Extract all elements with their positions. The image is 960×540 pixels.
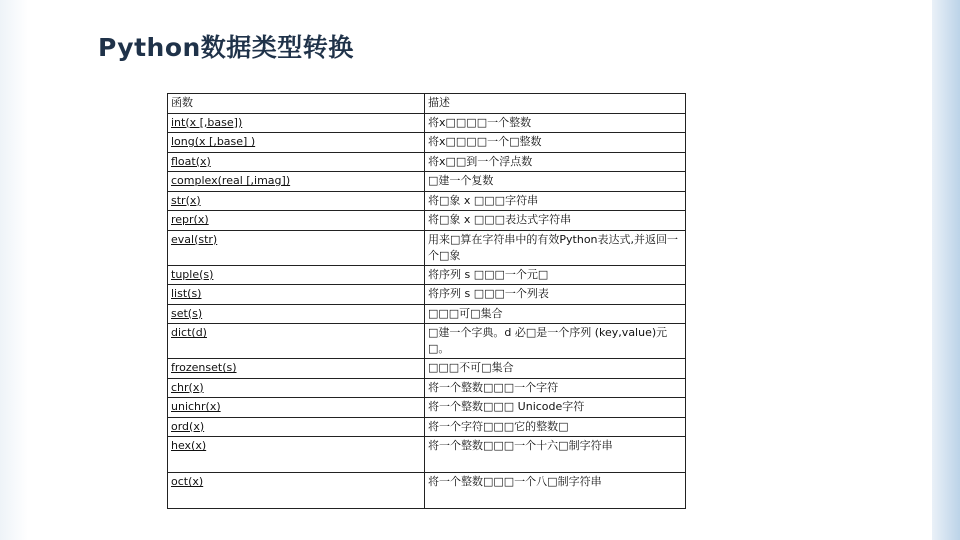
function-link[interactable]: frozenset(s) xyxy=(168,359,425,379)
table-row xyxy=(168,378,686,398)
table-row xyxy=(168,417,686,437)
conversion-table xyxy=(167,93,686,509)
function-link[interactable]: unichr(x) xyxy=(168,398,425,418)
function-link[interactable]: str(x) xyxy=(168,191,425,211)
function-description: □□□不可□集合 xyxy=(425,359,686,379)
header-description: 描述 xyxy=(425,94,686,114)
slide-title: Python数据类型转换 xyxy=(98,33,354,62)
table-row xyxy=(168,265,686,285)
function-link[interactable]: tuple(s) xyxy=(168,265,425,285)
table-row xyxy=(168,133,686,153)
table-row xyxy=(168,191,686,211)
function-description: 用来□算在字符串中的有效Python表达式,并返回一个□象 xyxy=(425,230,686,265)
function-description: 将序列 s □□□一个列表 xyxy=(425,285,686,305)
function-description: 将x□□到一个浮点数 xyxy=(425,152,686,172)
table-row xyxy=(168,359,686,379)
function-link[interactable]: long(x [,base] ) xyxy=(168,133,425,153)
function-description: 将一个整数□□□一个十六□制字符串 xyxy=(425,437,686,473)
function-description: 将x□□□□一个整数 xyxy=(425,113,686,133)
table-row xyxy=(168,211,686,231)
right-decor-band xyxy=(932,0,960,540)
table-row xyxy=(168,172,686,192)
table-row xyxy=(168,285,686,305)
table-row xyxy=(168,152,686,172)
function-link[interactable]: hex(x) xyxy=(168,437,425,473)
function-link[interactable]: float(x) xyxy=(168,152,425,172)
left-decor-band xyxy=(0,0,28,540)
function-link[interactable]: eval(str) xyxy=(168,230,425,265)
function-description: □建一个复数 xyxy=(425,172,686,192)
function-link[interactable]: oct(x) xyxy=(168,473,425,509)
function-description: 将一个整数□□□ Unicode字符 xyxy=(425,398,686,418)
function-description: 将一个整数□□□一个字符 xyxy=(425,378,686,398)
function-link[interactable]: list(s) xyxy=(168,285,425,305)
table-row xyxy=(168,304,686,324)
function-description: □□□可□集合 xyxy=(425,304,686,324)
header-function: 函数 xyxy=(168,94,425,114)
table-row xyxy=(168,324,686,359)
function-link[interactable]: set(s) xyxy=(168,304,425,324)
function-description: 将x□□□□一个□整数 xyxy=(425,133,686,153)
table-row xyxy=(168,398,686,418)
table-row xyxy=(168,473,686,509)
table-row xyxy=(168,113,686,133)
function-link[interactable]: ord(x) xyxy=(168,417,425,437)
function-description: 将□象 x □□□字符串 xyxy=(425,191,686,211)
function-link[interactable]: complex(real [,imag]) xyxy=(168,172,425,192)
function-link[interactable]: chr(x) xyxy=(168,378,425,398)
function-description: 将一个整数□□□一个八□制字符串 xyxy=(425,473,686,509)
function-link[interactable]: dict(d) xyxy=(168,324,425,359)
function-description: 将一个字符□□□它的整数□ xyxy=(425,417,686,437)
table-row xyxy=(168,437,686,473)
function-description: 将序列 s □□□一个元□ xyxy=(425,265,686,285)
function-link[interactable]: int(x [,base]) xyxy=(168,113,425,133)
table-row xyxy=(168,230,686,265)
function-description: 将□象 x □□□表达式字符串 xyxy=(425,211,686,231)
function-link[interactable]: repr(x) xyxy=(168,211,425,231)
function-description: □建一个字典。d 必□是一个序列 (key,value)元□。 xyxy=(425,324,686,359)
table-header-row xyxy=(168,94,686,114)
